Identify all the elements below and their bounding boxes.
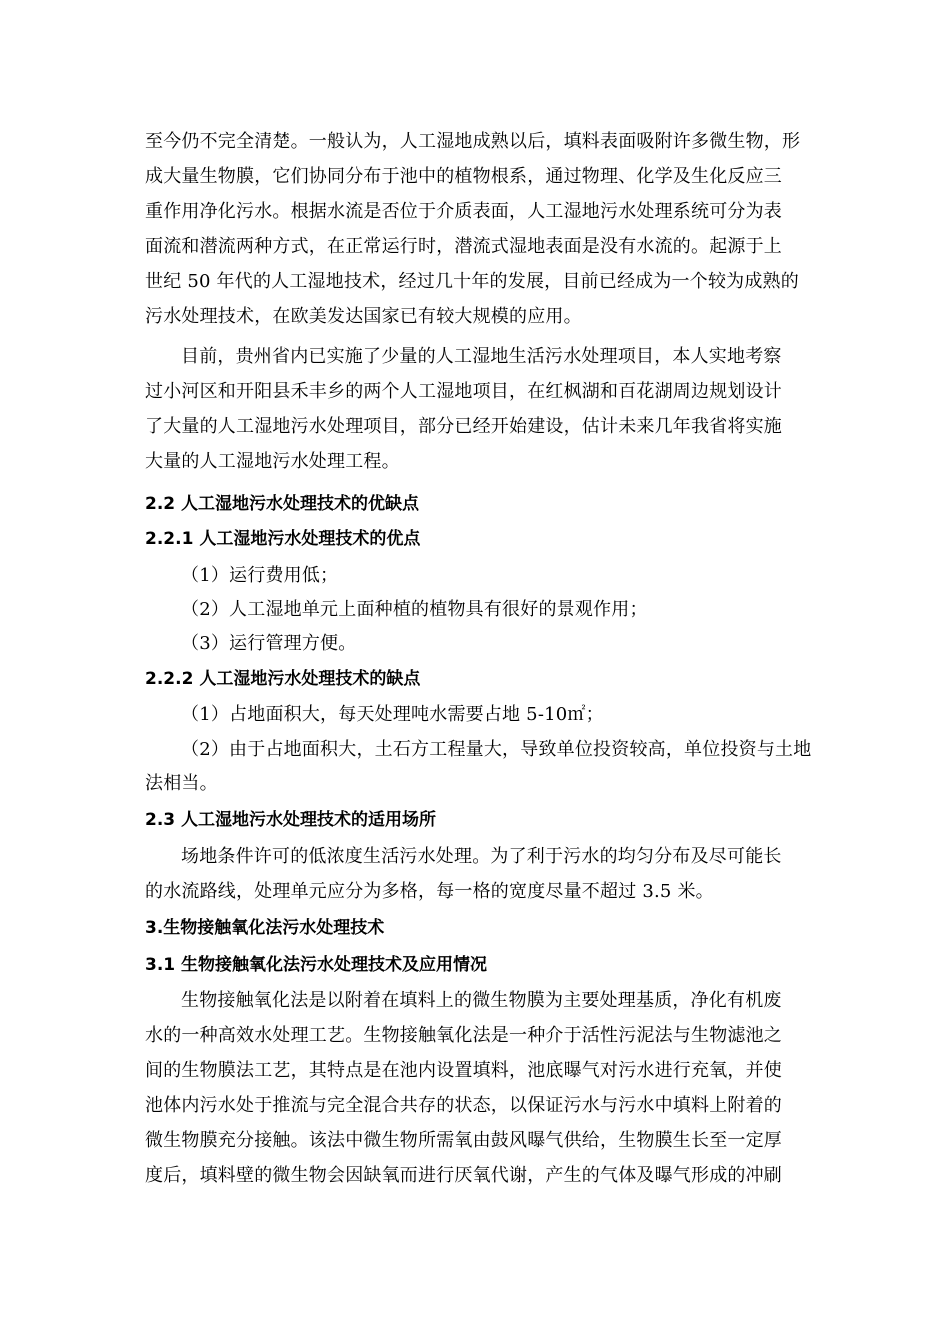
list-item: （3）运行管理方便。 [181,633,357,654]
chapter-heading: 3.生物接触氧化法污水处理技术 [145,918,385,938]
text-line: 生物接触氧化法是以附着在填料上的微生物膜为主要处理基质，净化有机废 [181,990,782,1011]
text-line: 面流和潜流两种方式，在正常运行时，潜流式湿地表面是没有水流的。起源于上 [145,236,782,257]
text-line: 的水流路线，处理单元应分为多格，每一格的宽度尽量不超过 3.5 米。 [145,881,714,902]
text-line: 污水处理技术，在欧美发达国家已有较大规模的应用。 [145,306,582,327]
text-line: 重作用净化污水。根据水流是否位于介质表面，人工湿地污水处理系统可分为表 [145,201,782,222]
list-item: （2）人工湿地单元上面种植的植物具有很好的景观作用； [181,599,648,620]
text-line: 世纪 50 年代的人工湿地技术，经过几十年的发展，目前已经成为一个较为成熟的 [145,271,799,292]
text-line: 水的一种高效水处理工艺。生物接触氧化法是一种介于活性污泥法与生物滤池之 [145,1025,782,1046]
list-item: （1）占地面积大，每天处理吨水需要占地 5-10㎡； [181,704,604,725]
text-line: 间的生物膜法工艺，其特点是在池内设置填料，池底曝气对污水进行充氧，并使 [145,1060,782,1081]
subsection-heading: 2.2.1 人工湿地污水处理技术的优点 [145,529,421,549]
subsection-heading: 2.2.2 人工湿地污水处理技术的缺点 [145,669,421,689]
text-line: 微生物膜充分接触。该法中微生物所需氧由鼓风曝气供给，生物膜生长至一定厚 [145,1130,782,1151]
text-line: 池体内污水处于推流与完全混合共存的状态，以保证污水与污水中填料上附着的 [145,1095,782,1116]
text-line: 过小河区和开阳县禾丰乡的两个人工湿地项目，在红枫湖和百花湖周边规划设计 [145,381,782,402]
text-line: 了大量的人工湿地污水处理项目，部分已经开始建设，估计未来几年我省将实施 [145,416,782,437]
text-line: 大量的人工湿地污水处理工程。 [145,451,400,472]
section-heading: 3.1 生物接触氧化法污水处理技术及应用情况 [145,955,488,975]
text-line: 成大量生物膜，它们协同分布于池中的植物根系，通过物理、化学及生化反应三 [145,166,782,187]
text-line: 场地条件许可的低浓度生活污水处理。为了利于污水的均匀分布及尽可能长 [181,846,782,867]
section-heading: 2.2 人工湿地污水处理技术的优缺点 [145,494,420,514]
text-line: 至今仍不完全清楚。一般认为，人工湿地成熟以后，填料表面吸附许多微生物，形 [145,131,801,152]
text-line: 度后，填料壁的微生物会因缺氧而进行厌氧代谢，产生的气体及曝气形成的冲刷 [145,1165,782,1186]
list-item: （2）由于占地面积大，土石方工程量大，导致单位投资较高，单位投资与土地 [181,739,812,760]
text-line: 目前，贵州省内已实施了少量的人工湿地生活污水处理项目，本人实地考察 [181,346,782,367]
list-item: （1）运行费用低； [181,565,339,586]
section-heading: 2.3 人工湿地污水处理技术的适用场所 [145,810,437,830]
text-line: 法相当。 [145,773,218,794]
